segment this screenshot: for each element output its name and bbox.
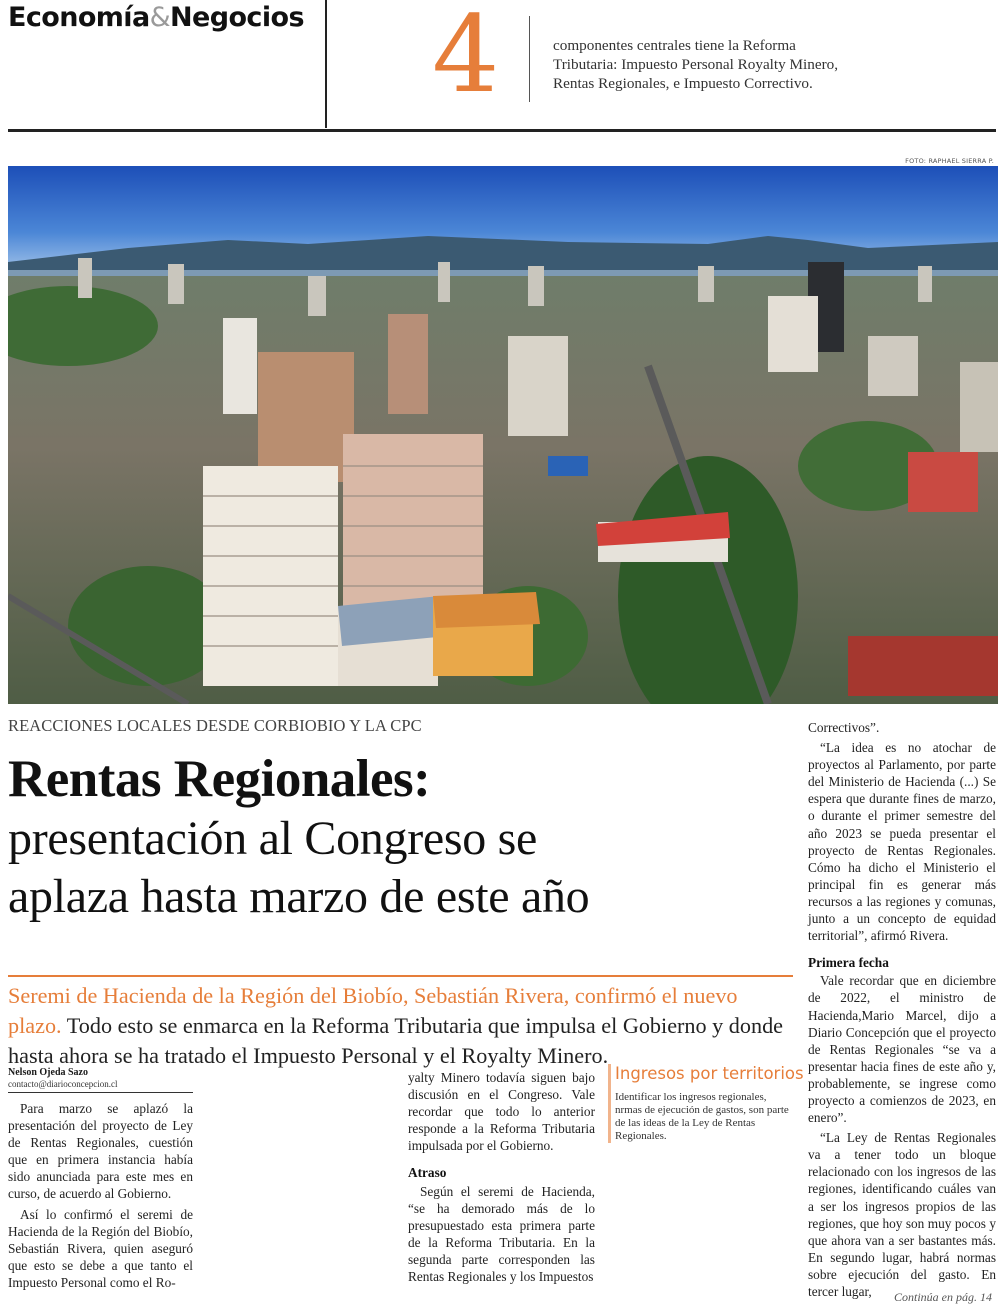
author-email[interactable]: contacto@diarioconcepcion.cl <box>8 1079 118 1089</box>
section-title-ampersand: & <box>149 2 171 33</box>
highlight-number: 4 <box>432 0 500 116</box>
body-paragraph: Según el seremi de Hacienda, “se ha demorado más de lo presupuestado esta primera parte de la Reforma Tributaria. En la segunda parte corresponden las Rentas Regionales y los Impuestos <box>408 1183 595 1285</box>
body-paragraph: “La idea es no atochar de proyectos al Parlamento, por parte del Ministerio de Hacienda (...) Se espera que durante fines de marzo, o durante el primer semestre del año 2023 se pueda presentar el proyecto de Rentas Regionales. Cómo ha dicho el Ministerio el principal fin es generar más recursos a las regiones y comunas, junto a un concepto de equidad territorial”, afirmó Rivera. <box>808 740 996 944</box>
body-column-2 <box>408 1069 595 1288</box>
dek-rest: Todo esto se enmarca en la Reforma Tributaria que impulsa el Gobierno y donde hasta ahora se ha tratado el Impuesto Personal y el Royalty Minero. <box>8 1013 784 1068</box>
body-column-1 <box>8 1100 193 1294</box>
section-title-negocios: Negocios <box>170 2 304 33</box>
photo-credit: FOTO: RAPHAEL SIERRA P. <box>905 157 994 165</box>
article-headline <box>8 748 798 926</box>
body-column-3 <box>808 719 996 1303</box>
body-paragraph: Para marzo se aplazó la presentación del proyecto de Ley de Rentas Regionales, cuestión que en primera instancia había sido anunciada para este mes en curso, de acuerdo al Gobierno. <box>8 1101 193 1202</box>
subhead-atraso: Atraso <box>408 1165 447 1181</box>
highlight-number-caption: componentes centrales tiene la Reforma Tributaria: Impuesto Personal Royalty Minero, Rentas Regionales, e Impuesto Correctivo. <box>553 37 839 92</box>
sidebar-title: Ingresos por territorios <box>615 1064 804 1083</box>
section-title-economia: Economía <box>8 2 150 33</box>
body-paragraph: Vale recordar que en diciembre de 2022, el ministro de Hacienda,Mario Marcel, dijo a Diario Concepción que el proyecto de Rentas Regionales “se va a presentar hacia fines de este año y, probablemente, se ingrese como proyecto a comienzos de 2023, en enero”. <box>808 973 996 1126</box>
header-rule <box>8 129 996 132</box>
headline-line-2: presentación al Congreso se <box>8 812 538 865</box>
body-paragraph: yalty Minero todavía siguen bajo discusión en el Congreso. Vale recordar que todo lo anterior responde a la Reforma Tributaria impulsada por el Gobierno. <box>408 1070 595 1154</box>
section-title <box>8 2 304 33</box>
byline <box>8 1067 193 1093</box>
city-aerial-photo <box>8 166 998 704</box>
subhead-primera-fecha: Primera fecha <box>808 955 889 971</box>
headline-main: Rentas Regionales: <box>8 750 431 808</box>
sidebar-box <box>608 1064 804 1143</box>
body-paragraph: Correctivos”. <box>808 720 880 735</box>
author-name: Nelson Ojeda Sazo <box>8 1067 88 1078</box>
article-kicker: REACCIONES LOCALES DESDE CORBIOBIO Y LA CPC <box>8 716 422 735</box>
headline-line-3: aplaza hasta marzo de este año <box>8 870 590 923</box>
sidebar-text: Identificar los ingresos regionales, nrmas de ejecución de gastos, son parte de las ideas de la Ley de Rentas Regionales. <box>615 1091 789 1142</box>
section-header <box>0 0 1000 132</box>
body-paragraph: “La Ley de Rentas Regionales va a tener todo un bloque relacionado con los ingresos de las regiones, identificando cuáles van a ser los ingresos propios de las regiones, que hoy son muy pocos y que ahora van a ser bastantes más. En segundo lugar, habrá normas sobre ejecución del gasto. En tercer lugar, <box>808 1130 996 1299</box>
continued-on-page[interactable]: Continúa en pág. 14 <box>894 1290 992 1304</box>
header-divider <box>325 0 327 128</box>
dek-lead: Seremi de Hacienda de la Región del Biobío, Sebastián Rivera, confirmó el nuevo plazo. <box>8 983 738 1038</box>
number-divider <box>529 16 530 102</box>
body-paragraph: Así lo confirmó el seremi de Hacienda de la Región del Biobío, Sebastián Rivera, quien aseguró que esto se debe a que tanto el Impuesto Personal como el Ro- <box>8 1206 193 1290</box>
article-dek <box>8 975 793 1071</box>
